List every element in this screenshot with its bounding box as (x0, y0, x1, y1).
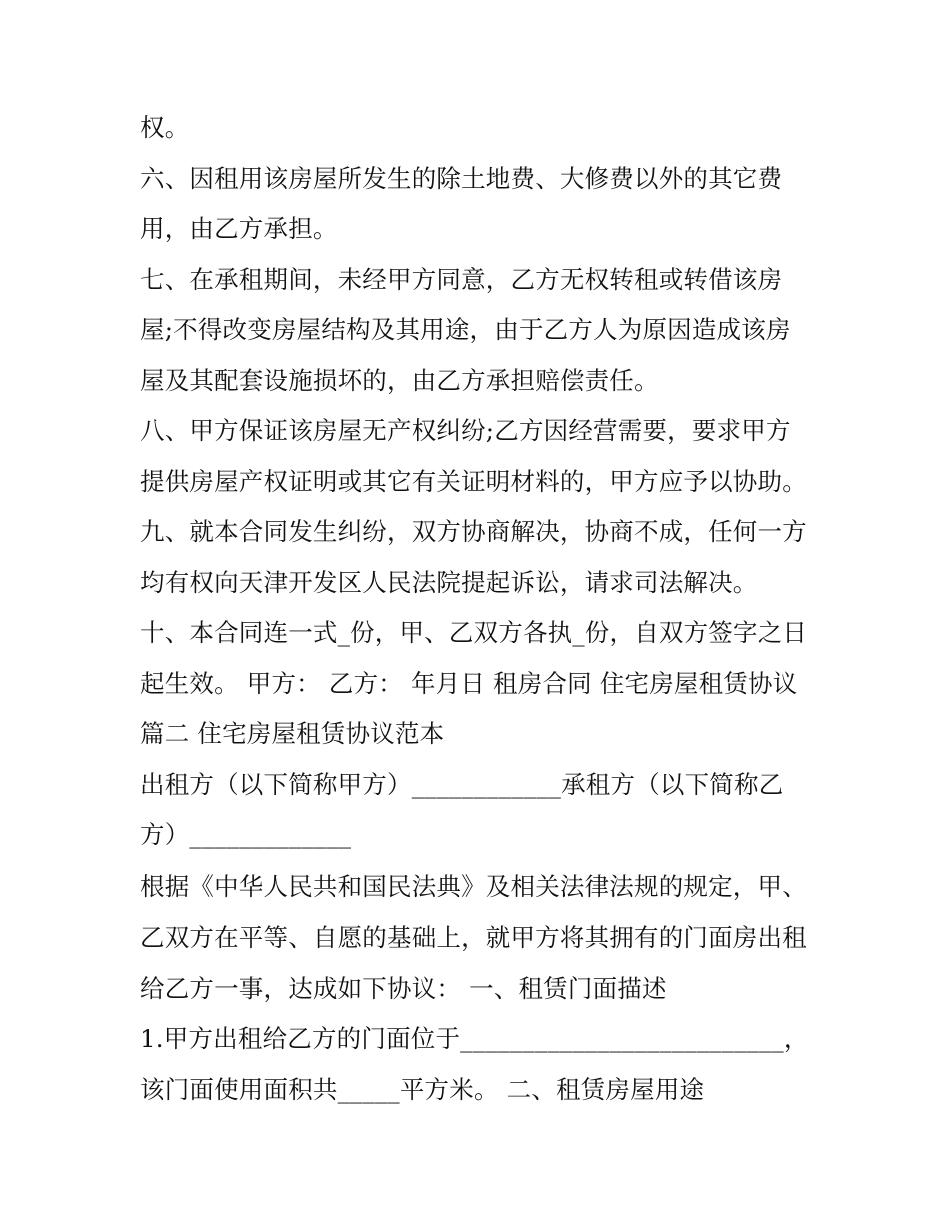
text-line: 屋及其配套设施损坏的，由乙方承担赔偿责任。 (140, 366, 659, 395)
text-line: 根据《中华人民共和国民法典》及相关法律法规的规定，甲、 (140, 872, 807, 901)
section-heading: 篇二 住宅房屋租赁协议范本 (140, 719, 445, 748)
text-line: 乙双方在平等、自愿的基础上，就甲方将其拥有的门面房出租 (140, 923, 807, 952)
text-line: 均有权向天津开发区人民法院提起诉讼，请求司法解决。 (140, 568, 758, 597)
text-line: 起生效。 甲方： 乙方： 年月日 租房合同 住宅房屋租赁协议 (140, 669, 798, 698)
text-line: 该门面使用面积共_____平方米。 二、租赁房屋用途 (140, 1075, 705, 1104)
text-line: 六、因租用该房屋所发生的除土地费、大修费以外的其它费 (140, 164, 783, 193)
text-line: 给乙方一事，达成如下协议： 一、租赁门面描述 (140, 974, 667, 1003)
text-line: 十、本合同连一式_份，甲、乙双方各执_份，自双方签字之日 (140, 618, 808, 647)
text-line: 权。 (140, 113, 190, 142)
text-line: 用，由乙方承担。 (140, 214, 338, 243)
text-line: 方）_____________ (140, 820, 352, 849)
text-line: 出租方（以下简称甲方）____________承租方（以下简称乙 (140, 770, 784, 799)
text-line: 提供房屋产权证明或其它有关证明材料的，甲方应予以协助。 (140, 467, 807, 496)
text-line: 九、就本合同发生纠纷，双方协商解决，协商不成，任何一方 (140, 517, 807, 546)
text-line: 1.甲方出租给乙方的门面位于__________________________， (140, 1024, 809, 1053)
text-line: 八、甲方保证该房屋无产权纠纷;乙方因经营需要，要求甲方 (140, 416, 791, 445)
text-line: 屋;不得改变房屋结构及其用途，由于乙方人为原因造成该房 (140, 315, 791, 344)
text-line: 七、在承租期间，未经甲方同意，乙方无权转租或转借该房 (140, 265, 783, 294)
